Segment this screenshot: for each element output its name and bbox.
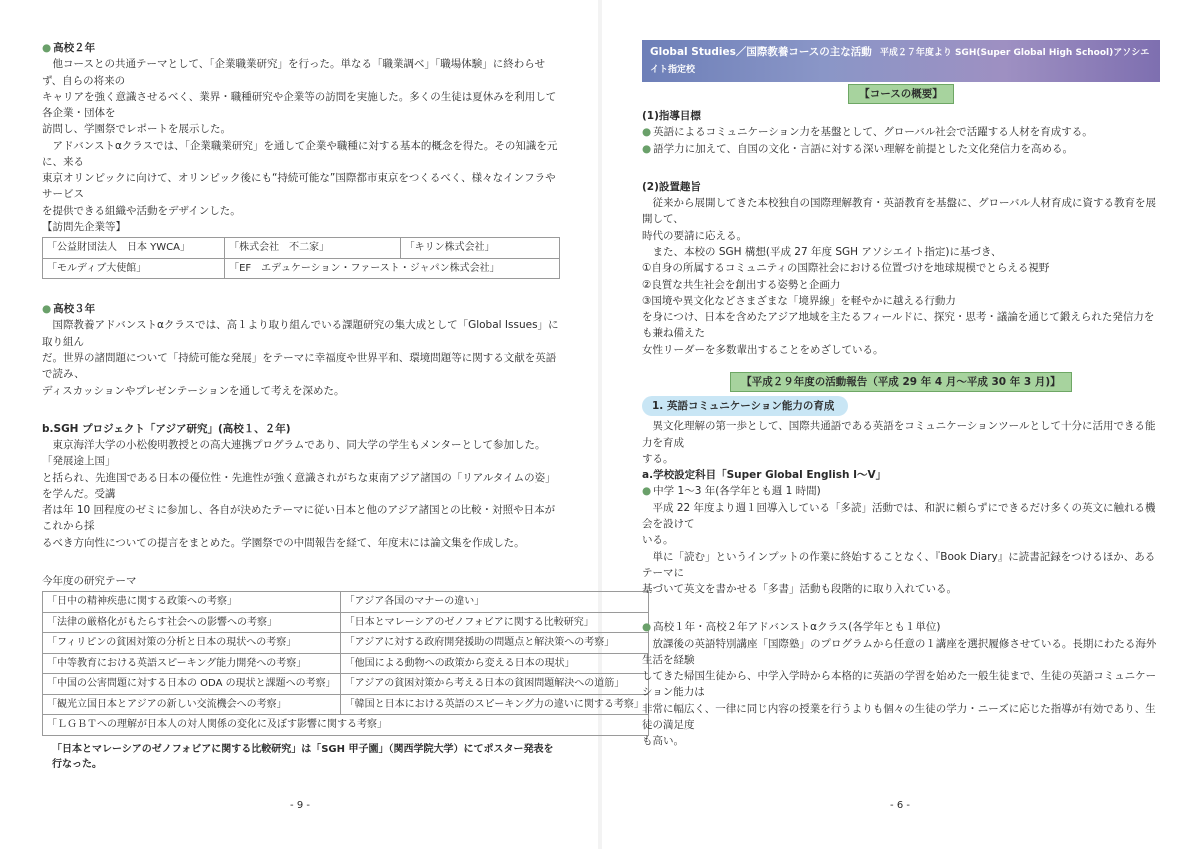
right-page xyxy=(600,0,1200,849)
visit-cell: 「株式会社 不二家」 xyxy=(225,238,400,259)
sgh-heading: b.SGH プロジェクト「アジア研究」(高校１、２年) xyxy=(42,422,291,435)
english-intro-line: 異文化理解の第一歩として、国際共通語である英語をコミュニケーションツールとして十分に活用できる能力を育成 xyxy=(642,420,1156,449)
theme-row xyxy=(43,633,649,654)
goal-heading: (1)指導目標 xyxy=(642,110,701,123)
theme-cell: 「中国の公害問題に対する日本の ODA の現状と課題への考察」 xyxy=(43,674,341,695)
goal-bullet: ● 語学力に加えて、自国の文化・言語に対する深い理解を前提とした文化発信力を高める。 xyxy=(642,141,1160,157)
sgh-lines xyxy=(42,437,560,551)
visit-cell: 「EF エデュケーション・ファースト・ジャパン株式会社」 xyxy=(225,258,560,279)
page-number-right: - 6 - xyxy=(890,799,910,811)
goal-bullets xyxy=(642,124,1160,157)
jh-text-line: いる。 xyxy=(642,534,674,547)
jh-lines xyxy=(642,500,1160,598)
theme-cell: 「観光立国日本とアジアの新しい交流機会への考察」 xyxy=(43,694,341,715)
visit-cell: 「モルディブ大使館」 xyxy=(43,258,225,279)
purpose-text-line: 従来から展開してきた本校独自の国際理解教育・英語教育を基盤に、グローバル人材育成に資する教育を展開して、 xyxy=(642,197,1156,226)
visit-cell: 「公益財団法人 日本 YWCA」 xyxy=(43,238,225,259)
sgh-text-line: 東京海洋大学の小松俊明教授との高大連携プログラムであり、同大学の学生もメンターとして参加した。「発展途上国」 xyxy=(42,439,546,468)
h2-paragraphs xyxy=(42,56,560,219)
theme-cell: 「他国による動物への政策から変える日本の現状」 xyxy=(340,653,648,674)
theme-cell: 「中等教育における英語スピーキング能力開発への考察」 xyxy=(43,653,341,674)
purpose-lines xyxy=(642,195,1160,358)
theme-cell: 「韓国と日本における英語のスピーキング力の違いに関する考察」 xyxy=(340,694,648,715)
visit-label: 【訪問先企業等】 xyxy=(42,220,126,233)
theme-row xyxy=(43,592,649,613)
purpose-text-line: ①自身の所属するコミュニティの国際社会における位置づけを地球規模でとらえる視野 xyxy=(642,262,1050,275)
h2-text-line: アドバンストαクラスでは、「企業職業研究」を通して企業や職種に対する基本的概念を得た。その知識を元に、来る xyxy=(42,139,558,168)
h2-text-line: を提供できる組織や活動をデザインした。 xyxy=(42,204,241,217)
hs-text-line: 放課後の英語特別講座「国際塾」のプログラムから任意の１講座を選択履修させている。長期にわたる海外生活を経験 xyxy=(642,637,1157,666)
sgh-text-line: 者は年 10 回程度のゼミに参加し、各自が決めたテーマに従い日本と他のアジア諸国との比較・対照や日本がこれから採 xyxy=(42,504,556,533)
sgh-text-line: と括られ、先進国である日本の優位性・先進性が強く意識されがちな東南アジア諸国の「リアルタイムの姿」を学んだ。受講 xyxy=(42,471,556,500)
banner-title: Global Studies／国際教養コースの主な活動 xyxy=(650,46,872,58)
purpose-text-line: ②良質な共生社会を創出する姿勢と企画力 xyxy=(642,278,841,291)
english-intro xyxy=(642,418,1160,467)
hs-lines xyxy=(642,636,1160,750)
course-banner xyxy=(642,40,1160,82)
h2-text-line: キャリアを強く意識させるべく、業界・職種研究や企業等の訪問を実施した。多くの生徒は夏休みを利用して各企業・団体を xyxy=(42,90,557,120)
sgh-text-line: るべき方向性についての提言をまとめた。学園祭での中間報告を経て、年度末には論文集を作成した。 xyxy=(42,536,525,549)
theme-row xyxy=(43,674,649,695)
purpose-heading: (2)設置趣旨 xyxy=(642,180,701,193)
visit-row xyxy=(43,238,560,259)
theme-row xyxy=(43,612,649,633)
visit-cell: 「キリン株式会社」 xyxy=(400,238,559,259)
purpose-text-line: を身につけ、日本を含めたアジア地域を主たるフィールドに、探究・思考・議論を通じて鍛えられた発信力をも兼ね備えた xyxy=(642,311,1155,340)
jh-text-line: 平成 22 年度より週１回導入している「多読」活動では、和訳に頼らずにできるだけ多くの英文に触れる機会を設けて xyxy=(642,501,1156,530)
theme-cell: 「フィリピンの貧困対策の分析と日本の現状への考察」 xyxy=(43,633,341,654)
report-label: 【平成２９年度の活動報告（平成 29 年 4 月～平成 30 年 3 月)】 xyxy=(730,372,1071,392)
theme-row xyxy=(43,653,649,674)
theme-cell: 「アジア各国のマナーの違い」 xyxy=(340,592,648,613)
themes-caption: 今年度の研究テーマ xyxy=(42,574,137,587)
theme-cell: 「ＬＧＢＴへの理解が日本人の対人関係の変化に及ぼす影響に関する考察」 xyxy=(43,715,649,736)
visit-table xyxy=(42,237,560,279)
theme-cell: 「日本とマレーシアのゼノフォビアに関する比較研究」 xyxy=(340,612,648,633)
english-intro-line: する。 xyxy=(642,452,674,465)
h2-text-line: 訪問し、学園祭でレポートを展示した。 xyxy=(42,123,231,136)
h2-text-line: 東京オリンピックに向けて、オリンピック後にも“持続可能な”国際都市東京をつくるべく、様々なインフラやサービス xyxy=(42,172,556,201)
jh-heading: ● 中学 1～3 年(各学年とも週 1 時間) xyxy=(642,483,1160,499)
theme-cell: 「アジアの貧困対策から考える日本の貧困問題解決への道筋」 xyxy=(340,674,648,695)
theme-cell: 「日中の精神疾患に関する政策への考察」 xyxy=(43,592,341,613)
page-number-left: - 9 - xyxy=(290,799,310,811)
hs-text-line: してきた帰国生徒から、中学入学時から本格的に英語の学習を始めた一般生徒まで、生徒の英語コミュニケーション能力は xyxy=(642,670,1157,699)
theme-cell: 「法律の厳格化がもたらす社会への影響への考察」 xyxy=(43,612,341,633)
purpose-text-line: 時代の要請に応える。 xyxy=(642,229,747,242)
english-section-pill: 1. 英語コミュニケーション能力の育成 xyxy=(642,396,848,416)
course-overview-label: 【コースの概要】 xyxy=(848,84,953,104)
jh-text-line: 単に「読む」というインプットの作業に終始することなく、『Book Diary』に読書記録をつけるほか、あるテーマに xyxy=(642,550,1156,579)
h3-lines xyxy=(42,317,560,398)
purpose-text-line: ③国境や異文化などさまざまな「境界線」を軽やかに越える行動力 xyxy=(642,294,956,307)
theme-row xyxy=(43,715,649,736)
sge-heading: a.学校設定科目「Super Global English Ⅰ～Ⅴ」 xyxy=(642,469,887,482)
poster-note: 「日本とマレーシアのゼノフォビアに関する比較研究」は「SGH 甲子園」（関西学院大学）にてポスター発表を行なった。 xyxy=(52,743,554,771)
h3-text-line: 国際教養アドバンストαクラスでは、高１より取り組んでいる課題研究の集大成として「Global Issues」に取り組ん xyxy=(42,319,559,348)
goal-bullet: ● 英語によるコミュニケーション力を基盤として、グローバル社会で活躍する人材を育成する。 xyxy=(642,124,1160,140)
h3-text-line: だ。世界の諸問題について「持続可能な発展」をテーマに幸福度や世界平和、環境問題等に関する文献を英語で読み、 xyxy=(42,351,557,381)
purpose-text-line: 女性リーダーを多数輩出することをめざしている。 xyxy=(642,343,884,356)
h3-text-line: ディスカッションやプレゼンテーションを通して考えを深めた。 xyxy=(42,384,345,397)
theme-cell: 「アジアに対する政府開発援助の問題点と解決策への考察」 xyxy=(340,633,648,654)
theme-row xyxy=(43,694,649,715)
themes-table xyxy=(42,591,649,736)
purpose-text-line: また、本校の SGH 構想(平成 27 年度 SGH アソシエイト指定)に基づき、 xyxy=(652,246,1002,258)
visit-row xyxy=(43,258,560,279)
banner-subtitle: 平成２７年度より SGH(Super Global High School)アソシエイト指定校 xyxy=(650,48,1150,75)
h2-text-line: 他コースとの共通テーマとして、「企業職業研究」を行った。単なる「職業調べ」「職場体験」に終わらせず、自らの将来の xyxy=(42,58,545,87)
hs-text-line: も高い。 xyxy=(642,735,684,748)
hs-heading: ● 高校１年・高校２年アドバンストαクラス(各学年とも１単位) xyxy=(642,619,1160,635)
h2-heading: ● 高校２年 xyxy=(42,40,560,56)
h3-heading: ● 高校３年 xyxy=(42,301,560,317)
jh-text-line: 基づいて英文を書かせる「多書」活動も段階的に取り入れている。 xyxy=(642,583,957,596)
hs-text-line: 非常に幅広く、一律に同じ内容の授業を行うよりも個々の生徒の学力・ニーズに応じた指導が有効であり、生徒の満足度 xyxy=(642,702,1156,731)
